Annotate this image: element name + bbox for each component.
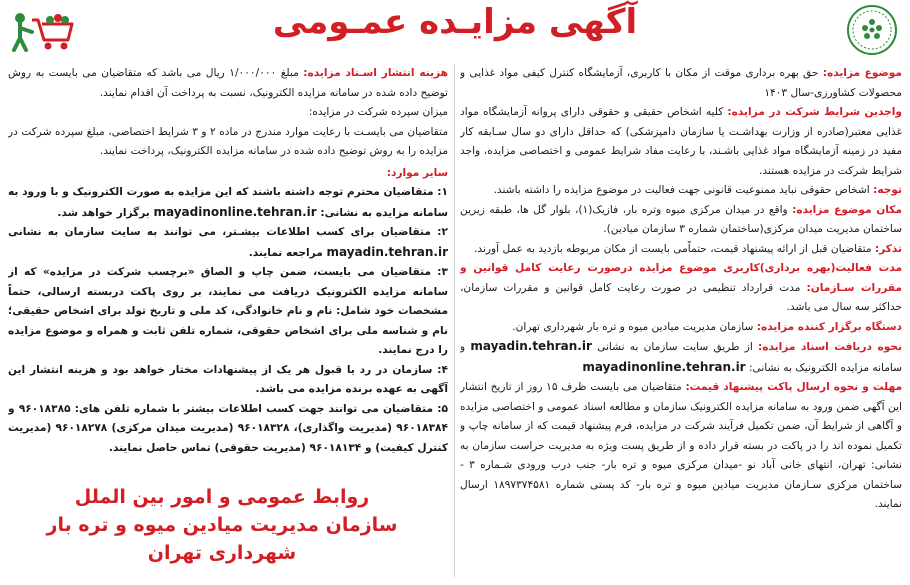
signature-block (12, 483, 432, 567)
auction-portal-link[interactable]: mayadinonline.tehran.ir (582, 359, 746, 374)
website-link[interactable]: mayadin.tehran.ir (326, 244, 448, 259)
duration-block (460, 259, 902, 318)
block-label: دستگاه برگزار کننده مزایده: (756, 320, 902, 333)
note-block (460, 181, 902, 201)
block-label: تذکر: (874, 242, 902, 255)
block-text: از طریق سایت سازمان به نشانی (591, 341, 759, 353)
block-text: اشخاص حقوقی نباید ممنوعیت قانونی جهت فعالیت در موضوع مزایده را داشته باشند. (493, 184, 874, 196)
deadline-block (460, 378, 902, 515)
block-label: موضوع مزایده: (822, 67, 902, 79)
list-item: ۵: متقاضیان می توانند جهت کسب اطلاعات بیشتر با شماره تلفن های: ۹۶۰۱۸۳۸۵ و ۹۶۰۱۸۳۸۴ (مدیریت واگذاری)، ۹۶۰۱۸۳۲۸ (مدیریت میدان مرکزی) ۹۶۰۱۸۲۷۸ (مدیریت کنترل کیفیت) و ۹۶۰۱۸۱۳۴ (مدیریت حقوقی) تماس حاصل نمایند. (8, 402, 448, 454)
notice-title: آگهی مزایـده عمـومی (272, 2, 638, 42)
block-label: مهلت و نحوه ارسال پاکت پیشنهاد قیمت: (685, 381, 902, 393)
auction-portal-link[interactable]: mayadinonline.tehran.ir (153, 204, 317, 219)
website-link[interactable]: mayadin.tehran.ir (470, 339, 592, 353)
organization-name-line: سازمان مدیریت میادین میوه و تره بار شهرداری تهران (46, 514, 398, 564)
block-label: نحوه دریافت اسناد مزایده: (758, 341, 902, 353)
location-block (460, 201, 902, 240)
organizer-block (460, 318, 902, 338)
column-divider (454, 64, 455, 577)
item-text: ۱: متقاضیان محترم توجه داشته باشند که این مزایده به صورت الکترونیک و با ورود به سامانه مزایده به نشانی: (8, 186, 448, 219)
cost-block (8, 64, 448, 103)
block-text: متقاضیان می بایست ظرف ۱۵ روز از تاریخ انتشار این آگهی ضمن ورود به سامانه مزایده الکترونیک سازمان و مطالعه اسناد عمومی و اختصاصی مزایده و آگاهی از شرایط آن، ضمن تکمیل فرآیند شرکت در مزایده، فرم پیشنهاد قیمت که از سامانه چاپ و تکمیل نموده اند را در پاکت در بسته قرار داده و از طریق پست ویژه به مدیریت حراست سازمان به نشانی: تهران، انتهای خانی آباد نو -میدان مرکزی میوه و تره بار- جنب درب ورودی شـماره ۳ - ساختمان مرکزی سـازمان مدیریت میادین میوه و تره بار- کد پستی شماره ۱۸۹۷۳۷۴۵۸۱ ارسال نمایند. (460, 381, 902, 510)
reminder-block (460, 240, 902, 260)
eligibility-block (460, 103, 902, 181)
block-label: واجدین شرایط شرکت در مزایده: (727, 106, 902, 118)
block-label: مکان موضوع مزایده: (792, 203, 902, 216)
deposit-block: متقاضیان می بایسـت با رعایت موارد مندرج در ماده ۲ و ۳ شرایط اختصاصی، مبلغ سپرده شرکت در مزایده را به روش توضیح داده شده در سامانه مزایده الکترونیک، پرداخت نمایند. (8, 125, 448, 157)
list-item: ۳: متقاضیان می بایست، ضمن چاپ و الصاق «برچسب شرکت در مزایده» که از سامانه مزایده الکترونیک دریافت می نمایند، بر روی پاکت دربسته ارسالی، حتماً مشخصات خود شامل: نام و نام خانوادگی، کد ملی و تاریخ تولد برای اشخاص حقیقی؛ نام و شناسه ملی برای اشخاص حقوقی، شماره تلفن ثابت و همراه و موضوع مزایده را درج نمایند. (8, 266, 448, 356)
block-text: کلیه اشخاص حقیقی و حقوقی دارای پروانه آزمایشگاه مواد غذایی معتبر(صادره از وزارت بهداشـت یا سازمان دامپزشکی) که حداقل دارای دو سال سـابقه کار مفید در زمینه آزمایشگاه مواد غذایی باشـند، با رعایت مفاد شرایط عمومی و اختصاصی مزایده، واجد شرایط شرکت در مزایده هستند. (460, 106, 902, 177)
notice-header (0, 0, 910, 60)
block-text: و سامانه مزایده الکترونیک به نشانی: (460, 341, 902, 374)
block-text: متقاضیان قبل از ارائه پیشنهاد قیمت، حتماًمی بایست از مکان مربوطه بازدید به عمل آورند. (474, 242, 875, 255)
subject-block (460, 64, 902, 103)
list-item: ۴: سازمان در رد یا قبول هر یک از پیشنهادات مختار خواهد بود و هزینه انتشار این آگهی به عهده برنده مزایده می باشد. (8, 363, 448, 395)
block-text: سازمان مدیریت میادین میوه و تره بار شهرداری تهران. (512, 320, 757, 333)
list-item (8, 223, 448, 263)
block-text: واقع در میدان مرکزی میوه وتره بار، فازیک(۱)، بلوار گل ها، طبقه زیرین ساختمان مدیریت میدان مرکزی(ساختمان شماره ۳ سازمان میادین). (460, 203, 902, 235)
documents-block (460, 337, 902, 378)
block-text: حق بهره برداری موقت از مکان با کاربری، آزمایشگاه کنترل کیفی مواد غذایی و محصولات کشاورزی-سال ۱۴۰۳ (460, 67, 902, 99)
item-text: مراجعه نمایند. (248, 246, 327, 259)
block-text: مبلغ ۱/۰۰۰/۰۰۰ ریال می باشد که متقاضیان می بایست به روش توضیح داده شده در سامانه مزایده الکترونیک، نسبت به پرداخت آن اقدام نمایند. (8, 67, 448, 99)
item-text: ۲: متقاضیان برای کسب اطلاعات بیشـتر، می توانند به سایت سازمان به نشانی (8, 226, 448, 238)
public-relations-line: روابط عمومی و امور بین الملل (74, 486, 370, 508)
right-column (460, 64, 902, 581)
deposit-heading: میزان سپرده شرکت در مزایده: (308, 106, 448, 118)
shopping-cart-icon (6, 6, 76, 54)
block-label: هزینه انتشار اسـناد مزایده: (303, 67, 448, 79)
block-label: مدت فعالیت(بهره برداری)کاربری موضوع مزایده درصورت رعایت کامل قوانین و مقررات سـازمان: (460, 262, 902, 294)
list-item (8, 183, 448, 223)
other-items-heading: سایر موارد: (386, 166, 448, 179)
block-label: توجه: (873, 184, 902, 196)
block-text: مدت قرارداد تنظیمی در صورت رعایت کامل قوانین و مقررات سازمان، حداکثر سه سال می باشد. (460, 281, 902, 313)
item-text: برگزار خواهد شد. (57, 206, 154, 219)
